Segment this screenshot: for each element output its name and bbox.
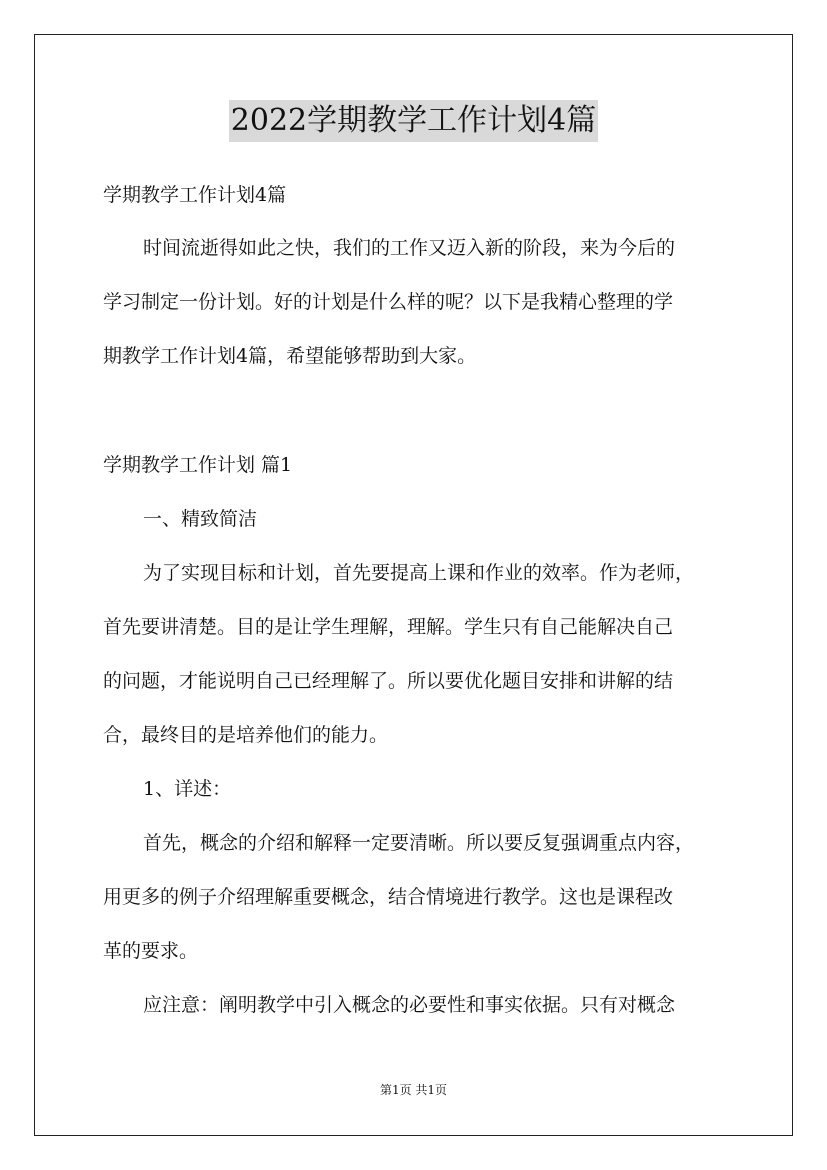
paragraph-line: 首先要讲清楚。目的是让学生理解，理解。学生只有自己能解决自己 xyxy=(103,616,674,638)
paragraph-line: 首先，概念的介绍和解释一定要清晰。所以要反复强调重点内容， xyxy=(143,832,695,854)
paragraph-line: 合，最终目的是培养他们的能力。 xyxy=(103,724,389,746)
section-heading: 学期教学工作计划 篇1 xyxy=(103,454,293,476)
subheading: 1、详述： xyxy=(143,778,232,800)
paragraph-line: 革的要求。 xyxy=(103,940,199,962)
paragraph-line: 应注意：阐明教学中引入概念的必要性和事实依据。只有对概念 xyxy=(143,994,676,1016)
paragraph-line: 用更多的例子介绍理解重要概念，结合情境进行教学。这也是课程改 xyxy=(103,886,674,908)
subheading: 一、精致简洁 xyxy=(143,508,258,530)
subtitle-line: 学期教学工作计划4篇 xyxy=(103,184,287,206)
paragraph-line: 学习制定一份计划。好的计划是什么样的呢？以下是我精心整理的学 xyxy=(103,291,674,313)
page-footer: 第1页 共1页 xyxy=(379,1083,448,1097)
paragraph-line: 期教学工作计划4篇，希望能够帮助到大家。 xyxy=(103,345,477,367)
document-title: 2022学期教学工作计划4篇 xyxy=(229,100,598,142)
paragraph-line: 的问题，才能说明自己已经理解了。所以要优化题目安排和讲解的结 xyxy=(103,670,674,692)
title-container xyxy=(0,100,827,142)
paragraph-line: 为了实现目标和计划，首先要提高上课和作业的效率。作为老师， xyxy=(143,562,695,584)
paragraph-line: 时间流逝得如此之快，我们的工作又迈入新的阶段，来为今后的 xyxy=(143,237,676,259)
